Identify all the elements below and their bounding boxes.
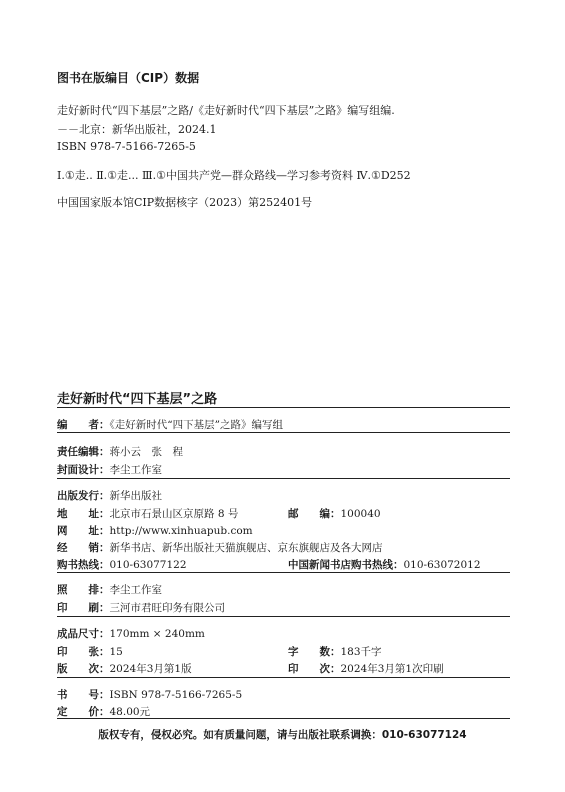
copyright-notice: 版权专有，侵权必究。如有质量问题，请与出版社联系调换：010-63077124 [98,729,467,741]
website-link[interactable]: http://www.xinhuapub.com [109,525,253,537]
author-value: 《走好新时代“四下基层”之路》编写组 [109,419,283,431]
typeset-value: 李尘工作室 [109,584,162,596]
isbn-label: 书 号： [57,689,110,701]
hotline-label: 购书热线： [57,559,110,571]
size-row [57,622,205,641]
price-value: 48.00元 [109,706,151,718]
isbn-value: ISBN 978-7-5166-7265-5 [109,689,243,701]
typeset-row [57,578,162,597]
cip-classification-line: Ⅰ.①走.. Ⅱ.①走... Ⅲ.①中国共产党—群众路线—学习参考资料 Ⅳ.①D252 [57,169,411,182]
edition-row [57,657,192,676]
divider [57,407,510,408]
edition-label: 版 次： [57,663,110,675]
postcode-label: 邮 编： [288,508,341,520]
address-label: 地 址： [57,508,110,520]
editor-value: 蒋小云 张 程 [109,446,183,458]
address-value: 北京市石景山区京原路 8 号 [109,508,239,520]
cover-value: 李尘工作室 [109,464,162,476]
cip-isbn-line: ISBN 978-7-5166-7265-5 [57,140,196,153]
cip-record-number: 中国国家版本馆CIP数据核字（2023）第252401号 [57,196,313,209]
editor-label: 责任编辑： [57,446,110,458]
cip-publisher-line: －－北京：新华出版社，2024.1 [57,123,217,136]
distributor-value: 新华书店、新华出版社天猫旗舰店、京东旗舰店及各大网店 [109,542,383,554]
website-label: 网 址： [57,525,110,537]
publisher-label: 出版发行： [57,490,110,502]
edition-value: 2024年3月第1版 [109,663,192,675]
postcode-row [288,502,381,521]
news-bookstore-hotline-label: 中国新闻书店购书热线： [288,559,404,571]
typeset-label: 照 排： [57,584,110,596]
cover-row [57,458,162,477]
cip-heading: 图书在版编目（CIP）数据 [57,71,200,85]
book-title: 走好新时代“四下基层”之路 [57,392,218,407]
divider [57,572,510,573]
impression-value: 2024年3月第1次印刷 [340,663,444,675]
sheets-label: 印 张： [57,646,110,658]
size-value: 170mm × 240mm [109,628,205,640]
printer-value: 三河市君旺印务有限公司 [109,602,225,614]
news-bookstore-hotline-value: 010-63072012 [403,559,481,571]
words-value: 183千字 [340,646,382,658]
divider [57,616,510,617]
publisher-value: 新华出版社 [109,490,162,502]
printer-row [57,596,225,615]
impression-row [288,657,444,676]
impression-label: 印 次： [288,663,341,675]
news-bookstore-hotline-row [288,553,481,572]
author-row [57,413,283,432]
hotline-value: 010-63077122 [109,559,187,571]
divider [57,718,510,719]
words-label: 字 数： [288,646,341,658]
divider [57,432,510,433]
divider [57,677,510,678]
distributor-label: 经 销： [57,542,110,554]
postcode-value: 100040 [340,508,381,520]
author-label: 编 者： [57,419,110,431]
cip-title-line: 走好新时代“四下基层”之路/《走好新时代“四下基层”之路》编写组编. [57,104,395,117]
price-row [57,700,150,719]
divider [57,478,510,479]
hotline-row [57,553,187,572]
cover-label: 封面设计： [57,464,110,476]
editor-row [57,440,183,459]
price-label: 定 价： [57,706,110,718]
printer-label: 印 刷： [57,602,110,614]
size-label: 成品尺寸： [57,628,110,640]
publisher-row [57,484,162,503]
sheets-value: 15 [109,646,123,658]
